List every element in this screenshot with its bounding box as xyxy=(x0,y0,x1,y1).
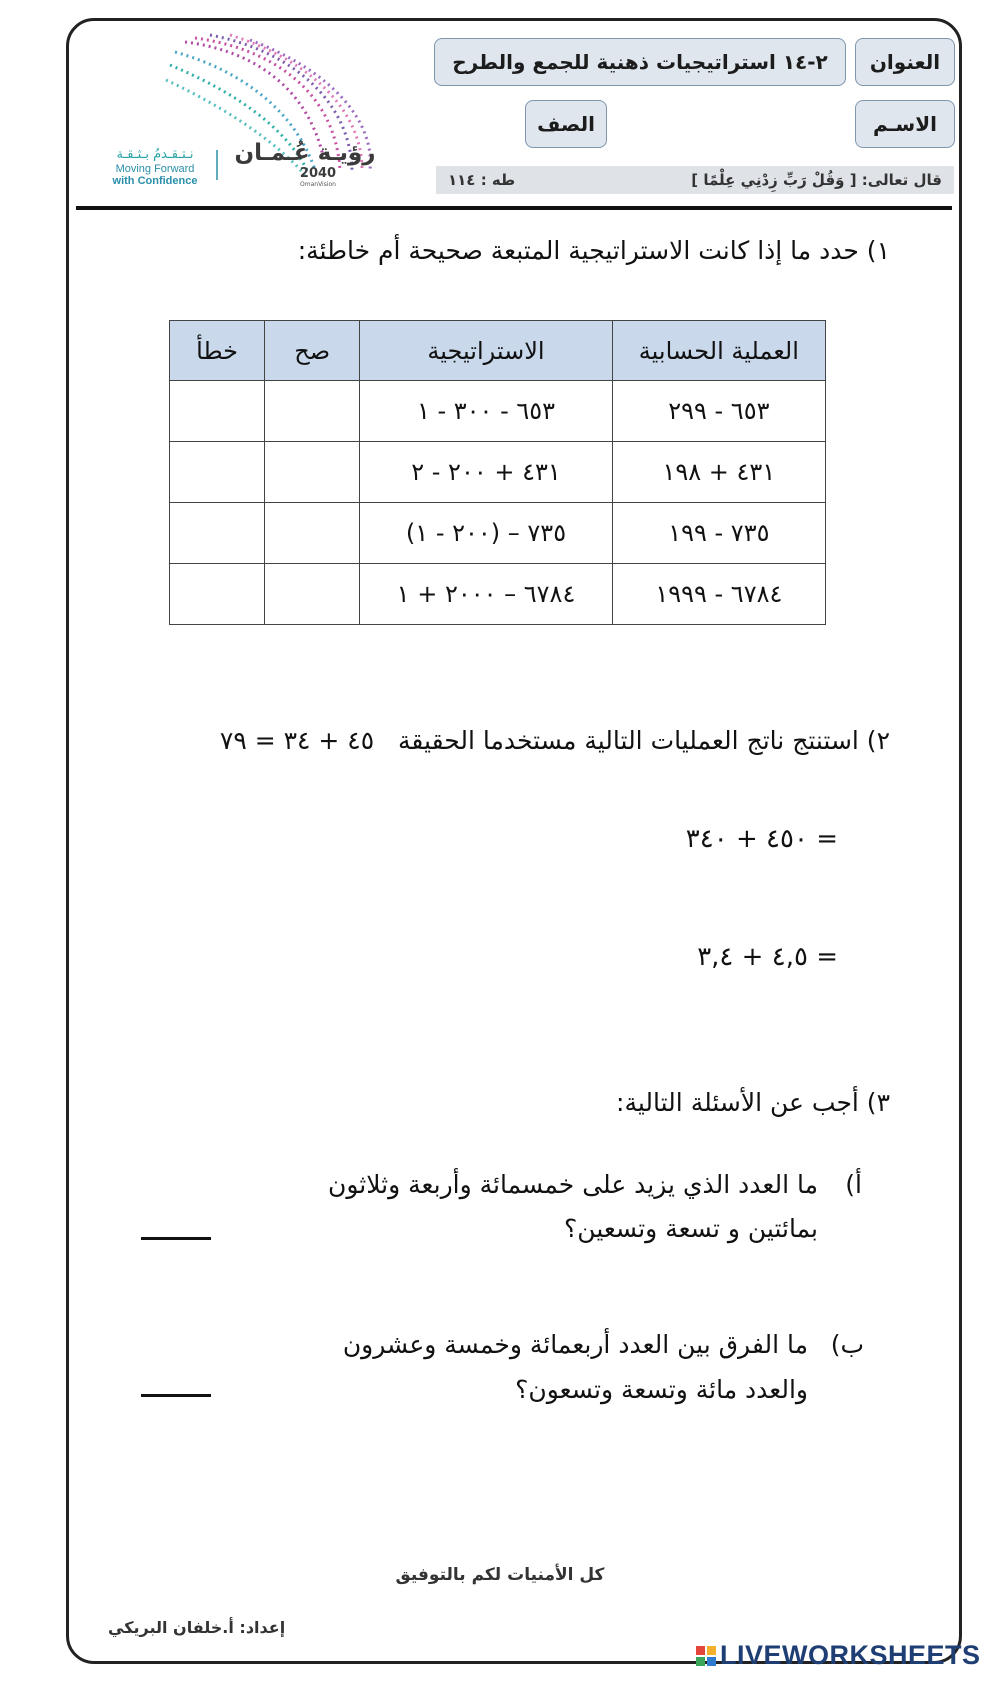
col-strategy: الاستراتيجية xyxy=(360,321,612,381)
strategy-table xyxy=(169,320,826,625)
answer-b-blank[interactable] xyxy=(141,1394,211,1397)
liveworksheets-brand xyxy=(696,1640,981,1671)
vision-swirl-icon xyxy=(100,30,430,195)
q3-a-line2: بمائتين و تسعة وتسعين؟ xyxy=(564,1214,818,1243)
tagline-english-2: with Confidence xyxy=(112,175,198,187)
right-answer-cell[interactable] xyxy=(265,564,360,625)
operation-cell: ٦٧٨٤ - ١٩٩٩ xyxy=(612,564,825,625)
q3-b-line2: والعدد مائة وتسعة وتسعون؟ xyxy=(515,1375,808,1404)
right-answer-cell[interactable] xyxy=(265,503,360,564)
footer-wish: كل الأمنيات لكم بالتوفيق xyxy=(395,1565,605,1585)
tagline-arabic: نـتـقـدمُ بـثـقـة xyxy=(116,147,194,162)
q3-b-line1: ما الفرق بين العدد أربعمائة وخمسة وعشرون xyxy=(342,1330,808,1359)
strategy-cell: ٦٧٨٤ – ٢٠٠٠ + ١ xyxy=(360,564,612,625)
verse-bar xyxy=(436,166,954,194)
wrong-answer-cell[interactable] xyxy=(170,442,265,503)
wrong-answer-cell[interactable] xyxy=(170,503,265,564)
verse-reference: طه : ١١٤ xyxy=(448,171,516,189)
strategy-cell: ٤٣١ + ٢٠٠ - ٢ xyxy=(360,442,612,503)
table-row xyxy=(170,381,826,442)
author-credit: إعداد: أ.خلفان البريكي xyxy=(108,1618,286,1637)
vision-sub: OmanVision xyxy=(300,181,336,188)
operation-cell: ٧٣٥ - ١٩٩ xyxy=(612,503,825,564)
strategy-cell: ٧٣٥ – (٢٠٠ - ١) xyxy=(360,503,612,564)
tagline-english-1: Moving Forward xyxy=(115,163,195,175)
name-label: الاسـم xyxy=(855,100,955,148)
equation-1: ٤٥٠ + ٣٤٠ = xyxy=(685,824,838,854)
col-right: صح xyxy=(265,321,360,381)
q3-a-line1: ما العدد الذي يزيد على خمسمائة وأربعة وثلاثون xyxy=(328,1170,818,1199)
q2-prompt-line xyxy=(220,726,890,755)
operation-cell: ٤٣١ + ١٩٨ xyxy=(612,442,825,503)
q3-a-marker: أ) xyxy=(845,1170,862,1199)
strategy-cell: ٦٥٣ - ٣٠٠ - ١ xyxy=(360,381,612,442)
brand-text: LIVEWORKSHEETS xyxy=(720,1640,981,1670)
table-row xyxy=(170,442,826,503)
table-row xyxy=(170,564,826,625)
operation-cell: ٦٥٣ - ٢٩٩ xyxy=(612,381,825,442)
vision-year: 2040 xyxy=(299,166,337,181)
q2-prompt: ٢) استنتج ناتج العمليات التالية مستخدما الحقيقة xyxy=(398,726,890,755)
col-operation: العملية الحسابية xyxy=(612,321,825,381)
verse-text: قال تعالى: [ وَقُلْ رَبِّ زِدْنِي عِلْمًا ] xyxy=(691,171,942,189)
vision-arabic: رؤيـة عُـمـان xyxy=(234,140,376,166)
q2-fact: ٤٥ + ٣٤ = ٧٩ xyxy=(219,726,375,755)
worksheet-title: ٢-١٤ استراتيجيات ذهنية للجمع والطرح xyxy=(434,38,846,86)
table-row xyxy=(170,503,826,564)
right-answer-cell[interactable] xyxy=(265,381,360,442)
q1-prompt: ١) حدد ما إذا كانت الاستراتيجية المتبعة صحيحة أم خاطئة: xyxy=(297,236,890,265)
oman-vision-logo xyxy=(100,30,430,195)
header-divider xyxy=(76,206,952,210)
right-answer-cell[interactable] xyxy=(265,442,360,503)
q3-prompt: ٣) أجب عن الأسئلة التالية: xyxy=(616,1088,890,1117)
title-label: العنوان xyxy=(855,38,955,86)
liveworksheets-logo-icon xyxy=(696,1646,716,1666)
answer-a-blank[interactable] xyxy=(141,1237,211,1240)
table-header-row xyxy=(170,321,826,381)
equation-2: ٤,٥ + ٣,٤ = xyxy=(697,942,838,972)
q3-b-marker: ب) xyxy=(830,1330,864,1359)
wrong-answer-cell[interactable] xyxy=(170,381,265,442)
col-wrong: خطأ xyxy=(170,321,265,381)
wrong-answer-cell[interactable] xyxy=(170,564,265,625)
class-label: الصف xyxy=(525,100,607,148)
